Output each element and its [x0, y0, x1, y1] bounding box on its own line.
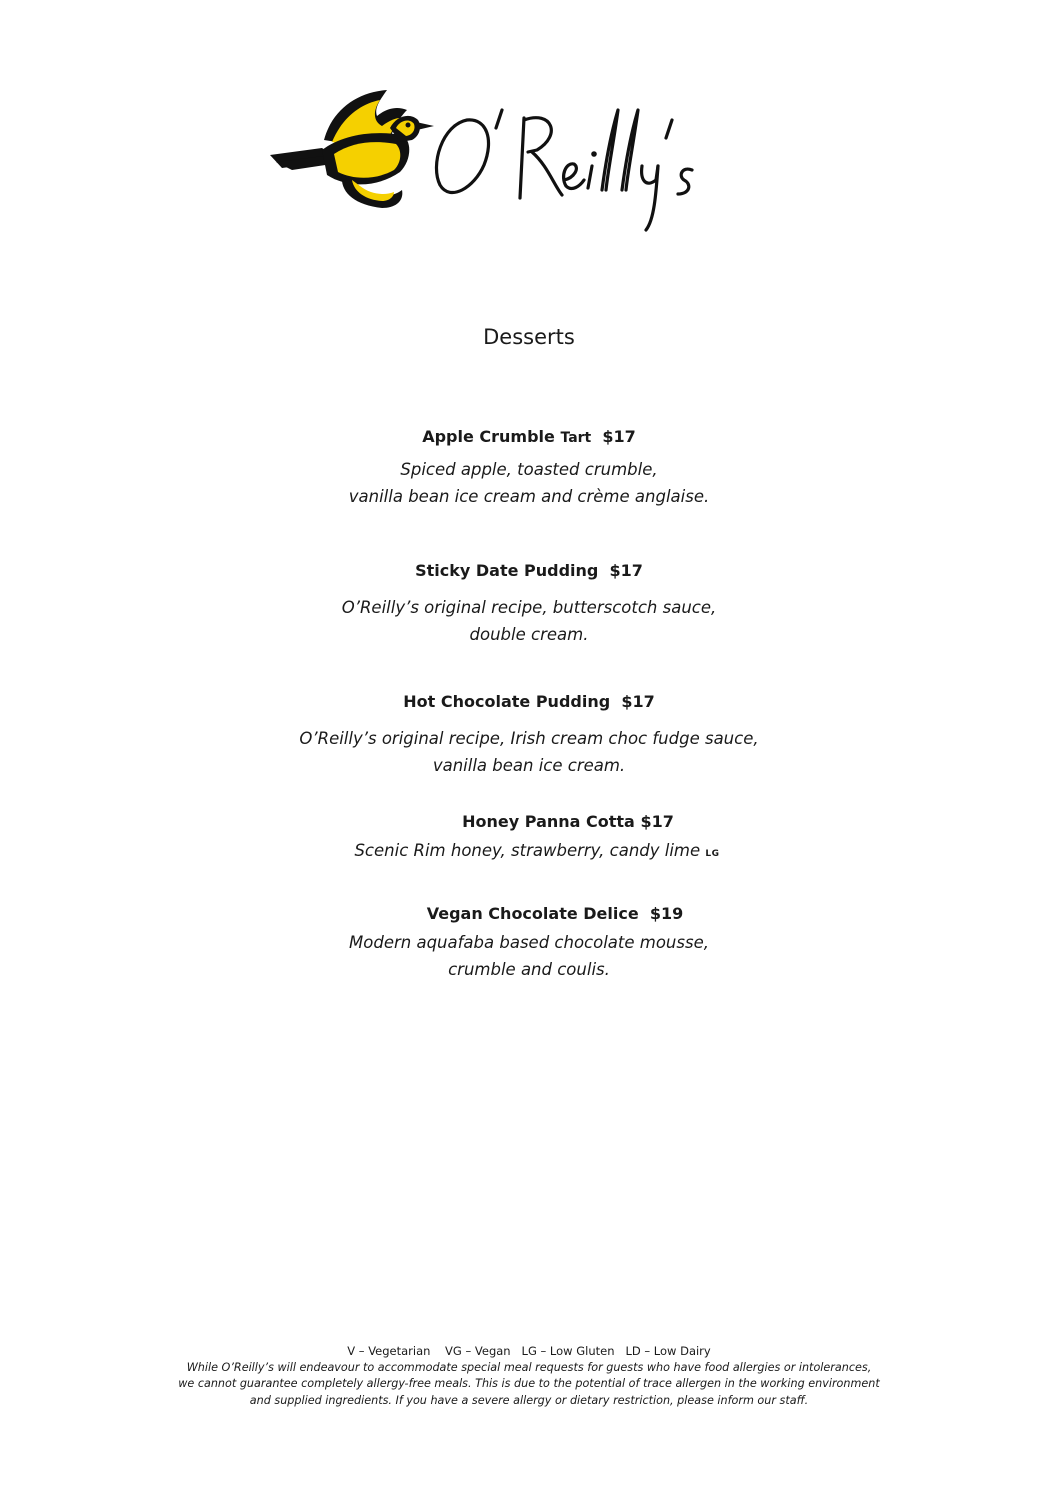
item-title: Vegan Chocolate Delice	[426, 904, 639, 923]
item-name	[0, 560, 1058, 582]
item-description	[0, 929, 1058, 983]
bird-icon	[270, 90, 434, 208]
item-desc-line: O’Reilly’s original recipe, Irish cream choc fudge sauce,	[299, 729, 759, 748]
item-desc-line: vanilla bean ice cream.	[432, 756, 626, 775]
allergy-disclaimer	[0, 1360, 1058, 1410]
item-name	[0, 691, 1058, 713]
item-name	[0, 426, 1058, 449]
item-title: Hot Chocolate Pudding	[403, 692, 611, 711]
menu-item	[16, 811, 1058, 868]
item-title: Honey Panna Cotta	[462, 812, 635, 831]
item-price: $17	[621, 692, 655, 711]
dietary-tag: LG	[705, 849, 720, 859]
item-title-suffix: Tart	[560, 430, 592, 446]
item-desc-line: Modern aquafaba based chocolate mousse,	[349, 933, 709, 952]
item-name	[0, 903, 1058, 925]
footer	[0, 1343, 1058, 1409]
brand-logo	[262, 80, 702, 240]
item-price: $19	[649, 904, 684, 923]
bird-logo-icon	[262, 80, 702, 240]
dietary-legend: V – Vegetarian VG – Vegan LG – Low Gluten LD – Low Dairy	[347, 1344, 711, 1358]
menu-item	[0, 426, 1058, 510]
item-title: Sticky Date Pudding	[415, 561, 599, 580]
menu-item	[0, 691, 1058, 779]
item-name	[16, 811, 1058, 833]
section-title: Desserts	[483, 325, 575, 349]
menu-item	[0, 560, 1058, 648]
item-price: $17	[609, 561, 643, 580]
item-desc-line: Scenic Rim honey, strawberry, candy lime	[354, 841, 701, 860]
item-title: Apple Crumble	[422, 427, 555, 446]
item-description	[16, 837, 1058, 868]
item-desc-line: Spiced apple, toasted crumble,	[400, 460, 658, 479]
item-desc-line: O’Reilly’s original recipe, butterscotch sauce,	[341, 598, 717, 617]
item-desc-line: crumble and coulis.	[448, 960, 610, 979]
disclaimer-line: While O’Reilly’s will endeavour to accommodate special meal requests for guests who have food allergies or intolerances,	[186, 1360, 872, 1374]
item-price: $17	[640, 812, 674, 831]
menu-item	[0, 903, 1058, 983]
item-description	[0, 594, 1058, 648]
item-desc-line: double cream.	[469, 625, 589, 644]
disclaimer-line: and supplied ingredients. If you have a severe allergy or dietary restriction, please inform our staff.	[249, 1393, 809, 1407]
item-desc-line: vanilla bean ice cream and crème anglaise.	[348, 487, 710, 506]
disclaimer-line: we cannot guarantee completely allergy-free meals. This is due to the potential of trace allergen in the working environment	[178, 1377, 880, 1390]
item-description	[0, 725, 1058, 779]
item-price: $17	[602, 427, 636, 446]
wordmark-icon	[436, 110, 692, 230]
item-description	[0, 456, 1058, 510]
